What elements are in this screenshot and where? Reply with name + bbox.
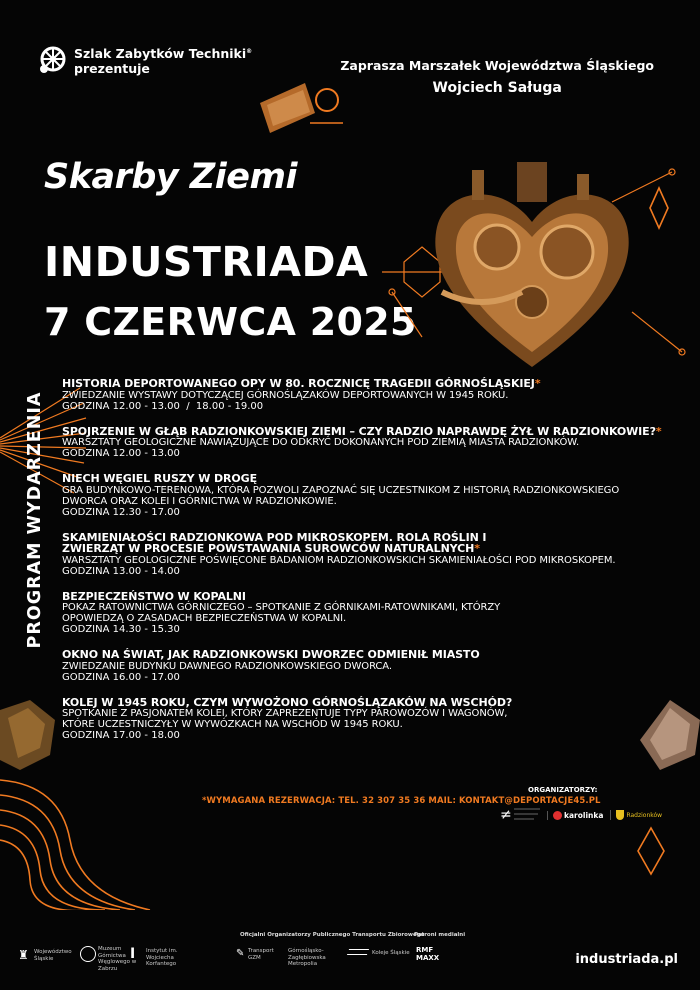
inviter-title: Zaprasza Marszałek Województwa Śląskiego (340, 58, 654, 73)
organizer-radzionkow: Radzionków (610, 810, 662, 820)
program-list (62, 378, 682, 755)
gear-wheel-icon (38, 44, 68, 74)
event-title-5: BEZPIECZEŃSTWO W KOPALNI (62, 589, 246, 603)
event-title-1: HISTORIA DEPORTOWANEGO OPY W 80. ROCZNICĘ TRAGEDII GÓRNOŚLĄSKIEJ* (62, 377, 541, 390)
program-event-5 (62, 591, 682, 636)
transport-heading: Oficjalni Organizatorzy Publicznego Transportu Zbiorowego (240, 932, 425, 938)
event-desc-7: SPOTKANIE Z PASJONATEM KOLEI, KTÓRY ZAPREZENTUJE TYPY PAROWOZÓW I WAGONÓW, KTÓRE UCZESTNICZYŁY W WYWÓZKACH NA WSCHÓD W 1945 ROKU. (62, 708, 508, 730)
event-time-6: GODZINA 16.00 - 17.00 (62, 671, 180, 683)
event-time-5: GODZINA 14.30 - 15.30 (62, 624, 180, 635)
brand-logo (38, 44, 252, 76)
event-time-7: GODZINA 17.00 - 18.00 (62, 730, 180, 741)
organizer-karolinka: karolinka (547, 811, 603, 820)
brand-name: Szlak Zabytków Techniki (74, 46, 247, 62)
program-event-6 (62, 649, 682, 683)
copper-block-image (255, 78, 345, 138)
partner-wojewodztwo: Województwo Śląskie (34, 949, 72, 962)
transport-gzm-icon: ✎ (236, 948, 245, 959)
media-heading: Patroni medialni (414, 932, 466, 938)
diamond-ornament-bottom-right (636, 826, 666, 876)
event-desc-3: GRA BUDYNKOWO-TERENOWA, KTÓRA POZWOLI ZAPOZNAĆ SIĘ UCZESTNIKOM Z HISTORIĄ RADZIONKOWSKIEGO DWORCA ORAZ KOLEI I GÓRNICTWA W RADZIONKOWIE. (62, 484, 620, 507)
inviter-name: Wojciech Saługa (432, 80, 562, 96)
program-label (20, 384, 50, 656)
partner-instytut: Instytut im. Wojciecha Korfantego (146, 948, 178, 967)
event-time-4: GODZINA 13.00 - 14.00 (62, 565, 180, 577)
organizer-emblem-icon (500, 806, 540, 824)
event-title-7: KOLEJ W 1945 ROKU, CZYM WYWOŻONO GÓRNOŚLĄZAKÓW NA WSCHÓD? (62, 695, 513, 709)
program-event-1 (62, 378, 682, 412)
program-event-2 (62, 426, 682, 460)
event-title-2: SPOJRZENIE W GŁĄB RADZIONKOWSKIEJ ZIEMI – CZY RADZIO NAPRAWDĘ ŻYŁ W RADZIONKOWIE?* (62, 424, 662, 438)
partner-transport-gzm: Transport GZM (248, 948, 274, 961)
organizers-logos (500, 806, 662, 824)
event-desc-5: POKAZ RATOWNICTWA GÓRNICZEGO – SPOTKANIE Z GÓRNIKAMI-RATOWNIKAMI, KTÓRZY OPOWIEDZĄ O ZASADACH BEZPIECZEŃSTWA W KOPALNI. (62, 602, 501, 624)
museum-icon (80, 946, 96, 962)
ore-rock-image (0, 700, 60, 770)
program-label-text: PROGRAM WYDARZENIA (25, 391, 45, 649)
inviter-block (340, 58, 654, 96)
event-title: INDUSTRIADA (44, 238, 369, 286)
partner-metropolia: Górnośląsko-Zagłębiowska Metropolia (288, 948, 326, 967)
event-desc-4: WARSZTATY GEOLOGICZNE POŚWIĘCONE BADANIOM RADZIONKOWSKICH SKAMIENIAŁOŚCI POD MIKROSKOPEM. (62, 554, 616, 566)
event-title-4: SKAMIENIAŁOŚCI RADZIONKOWA POD MIKROSKOPEM. ROLA ROŚLIN I ZWIERZĄT W PROCESIE POWSTAWANIA SUROWCÓW NATURALNYCH* (62, 530, 487, 555)
program-event-3 (62, 473, 682, 518)
event-desc-1: ZWIEDZANIE WYSTAWY DOTYCZĄCEJ GÓRNOŚLĄZAKÓW DEPORTOWANYCH W 1945 ROKU. (62, 389, 509, 401)
registered-mark: ® (246, 48, 253, 55)
organizers-label: ORGANIZATORZY: (528, 786, 598, 794)
steampunk-heart-image (382, 152, 688, 374)
event-desc-6: ZWIEDZANIE BUDYNKU DAWNEGO RADZIONKOWSKIEGO DWORCA. (62, 660, 392, 672)
radzionkow-crest-icon (616, 810, 624, 820)
program-event-4 (62, 532, 682, 577)
silesia-eagle-icon: ♜ (18, 948, 29, 962)
event-desc-2: WARSZTATY GEOLOGICZNE NAWIĄZUJĄCE DO ODKRYĆ DOKONANYCH POD ZIEMIĄ MIASTA RADZIONKÓW. (62, 437, 580, 448)
partner-muzeum: Muzeum Górnictwa Węglowego w Zabrzu (98, 946, 137, 972)
event-date: 7 CZERWCA 2025 (44, 300, 417, 344)
event-time-2: GODZINA 12.00 - 13.00 (62, 448, 180, 459)
partner-rmf-maxx: RMF MAXX (416, 946, 440, 962)
event-time-1: GODZINA 12.00 - 13.00 / 18.00 - 19.00 (62, 400, 264, 412)
event-time-3: GODZINA 12.30 - 17.00 (62, 506, 180, 518)
partner-koleje-slaskie: Koleje Śląskie (372, 950, 410, 956)
decorative-curves (0, 760, 160, 910)
brand-presents: prezentuje (74, 61, 150, 77)
reservation-note: *WYMAGANA REZERWACJA: TEL. 32 307 35 36 MAIL: KONTAKT@DEPORTACJE45.PL (202, 796, 601, 806)
institute-icon: I (130, 946, 136, 962)
koleje-slaskie-icon (347, 949, 369, 955)
event-title-6: OKNO NA ŚWIAT, JAK RADZIONKOWSKI DWORZEC ODMIENIŁ MIASTO (62, 648, 480, 661)
program-event-7 (62, 697, 682, 742)
event-subtitle: Skarby Ziemi (44, 157, 297, 197)
website-link[interactable]: industriada.pl (575, 952, 678, 967)
svg-text:≠: ≠ (500, 807, 512, 823)
karolinka-icon (553, 811, 562, 820)
event-title-3: NIECH WĘGIEL RUSZY W DROGĘ (62, 472, 257, 485)
